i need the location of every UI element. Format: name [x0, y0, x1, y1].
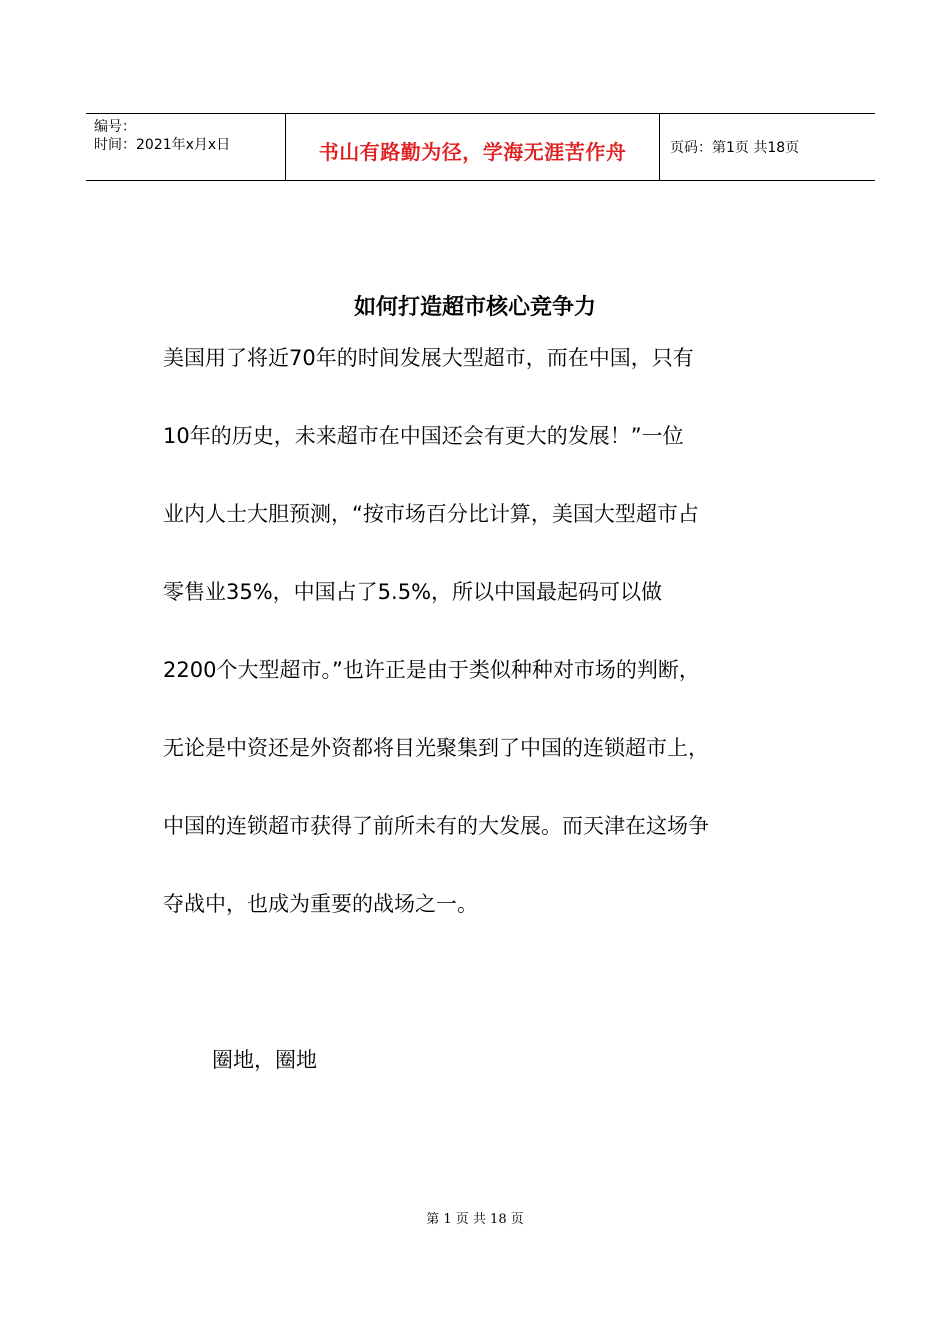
body-line: 夺战中，也成为重要的战场之一。: [163, 892, 478, 916]
header-meta-cell: [86, 114, 286, 180]
document-time-label: 时间：2021年x月x日: [94, 137, 231, 153]
body-line: 业内人士大胆预测，“按市场百分比计算，美国大型超市占: [163, 502, 699, 526]
header-page-cell: [660, 114, 875, 180]
body-line: 无论是中资还是外资都将目光聚集到了中国的连锁超市上，: [163, 736, 709, 760]
section-subheading: 圈地，圈地: [212, 1048, 317, 1072]
body-line: 零售业35%，中国占了5.5%，所以中国最起码可以做: [163, 580, 663, 604]
body-line: 美国用了将近70年的时间发展大型超市，而在中国，只有: [163, 346, 694, 370]
body-line: 中国的连锁超市获得了前所未有的大发展。而天津在这场争: [163, 814, 709, 838]
header-table: [86, 113, 875, 181]
page-footer: 第 1 页 共 18 页: [426, 1212, 524, 1227]
document-title: 如何打造超市核心竞争力: [353, 295, 596, 320]
header-motto: 书山有路勤为径，学海无涯苦作舟: [318, 139, 627, 164]
header-motto-cell: [286, 114, 660, 180]
header-page-info: 页码：第1页 共18页: [670, 140, 800, 156]
body-line: 2200个大型超市。”也许正是由于类似种种对市场的判断，: [163, 658, 700, 682]
document-number-label: 编号：: [94, 119, 136, 135]
body-line: 10年的历史，未来超市在中国还会有更大的发展！”一位: [163, 424, 684, 448]
body-paragraph: [163, 338, 803, 962]
